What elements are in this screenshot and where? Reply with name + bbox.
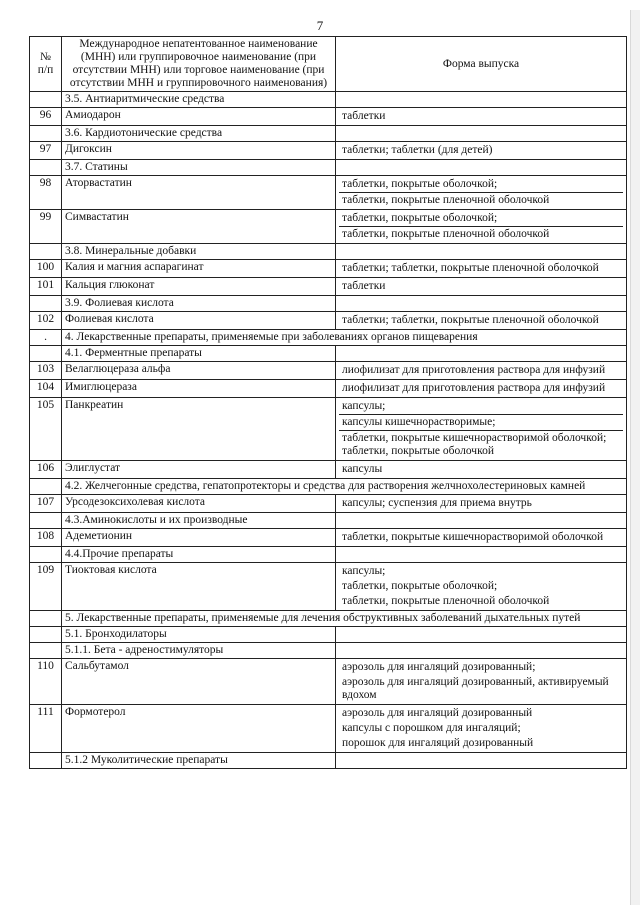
dosage-form-line: порошок для ингаляций дозированный [342,737,534,749]
dosage-form-line: лиофилизат для приготовления раствора для инфузий [342,364,606,376]
section-num [30,296,62,312]
section-num [30,547,62,563]
drug-name: Сальбутамол [62,659,336,705]
table-row [30,142,627,160]
section-num: . [30,330,62,346]
drug-name: Адеметионин [62,529,336,547]
dosage-form-line: таблетки [342,280,386,292]
dosage-forms [336,260,627,278]
drug-name: Элиглустат [62,461,336,479]
table-row [30,176,627,210]
dosage-form-line: таблетки; таблетки (для детей) [342,144,493,156]
dosage-forms [336,210,627,244]
dosage-form-line: таблетки; таблетки, покрытые пленочной оболочкой [342,314,599,326]
row-number: 103 [30,362,62,380]
dosage-form-line: капсулы [342,463,383,475]
section-row [30,643,627,659]
row-number: 99 [30,210,62,244]
section-num [30,611,62,627]
section-row [30,296,627,312]
section-row [30,611,627,627]
section-title: 4.3.Аминокислоты и их производные [62,513,336,529]
section-num [30,346,62,362]
dosage-forms [336,362,627,380]
dosage-forms [336,461,627,479]
row-number: 107 [30,495,62,513]
dosage-form-line: таблетки [342,110,386,122]
drug-name: Имиглюцераза [62,380,336,398]
section-title: 3.5. Антиаритмические средства [62,92,336,108]
dosage-forms [336,142,627,160]
drug-name: Фолиевая кислота [62,312,336,330]
row-number: 109 [30,563,62,611]
dosage-forms [336,705,627,753]
table-row [30,705,627,753]
dosage-form-line: таблетки, покрытые кишечнорастворимой оболочкой; таблетки, покрытые оболочкой [339,430,623,459]
dosage-forms [336,312,627,330]
table-row [30,260,627,278]
section-title: 4.2. Желчегонные средства, гепатопротекторы и средства для растворения желчнохолестериновых камней [62,479,627,495]
section-num [30,126,62,142]
table-row [30,529,627,547]
dosage-forms [336,176,627,210]
table-row [30,312,627,330]
empty-cell [336,513,627,529]
row-number: 96 [30,108,62,126]
drug-name: Формотерол [62,705,336,753]
section-title: 3.6. Кардиотонические средства [62,126,336,142]
drug-name: Панкреатин [62,398,336,461]
drug-name: Амиодарон [62,108,336,126]
row-number: 105 [30,398,62,461]
empty-cell [336,296,627,312]
row-number: 100 [30,260,62,278]
row-number: 106 [30,461,62,479]
section-title: 4. Лекарственные препараты, применяемые при заболеваниях органов пищеварения [62,330,627,346]
section-num [30,160,62,176]
section-num [30,513,62,529]
dosage-form-line: таблетки, покрытые кишечнорастворимой оболочкой [342,531,604,543]
table-row [30,659,627,705]
drug-name: Тиоктовая кислота [62,563,336,611]
section-num [30,753,62,769]
section-row [30,547,627,563]
empty-cell [336,643,627,659]
header-name: Международное непатентованное наименование (МНН) или группировочное наименование (при отсутствии МНН) или торговое наименование (при отсутствии МНН и группировочного наименования) [62,37,336,92]
table-row [30,278,627,296]
row-number: 110 [30,659,62,705]
empty-cell [336,753,627,769]
page-edge-shadow [630,10,640,905]
dosage-forms [336,563,627,611]
dosage-form-line: капсулы кишечнорастворимые; [339,414,623,430]
row-number: 111 [30,705,62,753]
empty-cell [336,627,627,643]
drug-name: Дигоксин [62,142,336,160]
section-row [30,479,627,495]
dosage-forms [336,398,627,461]
table-row [30,210,627,244]
section-num [30,244,62,260]
section-title: 4.4.Прочие препараты [62,547,336,563]
section-row [30,753,627,769]
dosage-forms [336,659,627,705]
row-number: 102 [30,312,62,330]
drug-name: Велаглюцераза альфа [62,362,336,380]
row-number: 108 [30,529,62,547]
section-title: 3.9. Фолиевая кислота [62,296,336,312]
dosage-form-line: таблетки, покрытые оболочкой; [342,580,498,592]
dosage-forms [336,529,627,547]
empty-cell [336,160,627,176]
section-num [30,627,62,643]
dosage-forms [336,495,627,513]
drug-name: Кальция глюконат [62,278,336,296]
medicines-table [29,36,627,769]
section-row [30,627,627,643]
section-row [30,513,627,529]
section-title: 5.1. Бронходилаторы [62,627,336,643]
section-title: 4.1. Ферментные препараты [62,346,336,362]
table-header-row [30,37,627,92]
section-row [30,126,627,142]
section-num [30,643,62,659]
section-num [30,479,62,495]
dosage-form-line: таблетки, покрытые пленочной оболочкой [342,595,550,607]
dosage-form-line: капсулы; суспензия для приема внутрь [342,497,532,509]
header-num: № п/п [30,37,62,92]
drug-name: Аторвастатин [62,176,336,210]
row-number: 98 [30,176,62,210]
empty-cell [336,244,627,260]
dosage-form-line: таблетки, покрытые оболочкой; [342,178,498,190]
dosage-form-line: таблетки, покрытые пленочной оболочкой [339,192,623,208]
table-row [30,563,627,611]
header-form: Форма выпуска [336,37,627,92]
dosage-forms [336,278,627,296]
dosage-form-line: аэрозоль для ингаляций дозированный, активируемый вдохом [342,676,609,701]
section-title: 3.8. Минеральные добавки [62,244,336,260]
dosage-form-line: таблетки, покрытые пленочной оболочкой [339,226,623,242]
dosage-form-line: капсулы; [342,400,386,412]
section-title: 5.1.1. Бета - адреностимуляторы [62,643,336,659]
empty-cell [336,126,627,142]
table-row [30,362,627,380]
dosage-forms [336,108,627,126]
row-number: 104 [30,380,62,398]
section-title: 3.7. Статины [62,160,336,176]
dosage-forms [336,380,627,398]
table-row [30,495,627,513]
row-number: 101 [30,278,62,296]
drug-name: Калия и магния аспарагинат [62,260,336,278]
section-row [30,346,627,362]
dosage-form-line: капсулы; [342,565,386,577]
empty-cell [336,92,627,108]
dosage-form-line: таблетки; таблетки, покрытые пленочной оболочкой [342,262,599,274]
table-row [30,108,627,126]
dosage-form-line: аэрозоль для ингаляций дозированный [342,707,533,719]
dosage-form-line: капсулы с порошком для ингаляций; [342,722,521,734]
table-body [30,92,627,769]
table-row [30,380,627,398]
page-number: 7 [316,18,324,33]
section-num [30,92,62,108]
row-number: 97 [30,142,62,160]
table-row [30,398,627,461]
dosage-form-line: аэрозоль для ингаляций дозированный; [342,661,536,673]
dosage-form-line: таблетки, покрытые оболочкой; [342,212,498,224]
empty-cell [336,547,627,563]
section-row [30,160,627,176]
section-row [30,244,627,260]
empty-cell [336,346,627,362]
section-title: 5.1.2 Муколитические препараты [62,753,336,769]
table-row [30,461,627,479]
section-title: 5. Лекарственные препараты, применяемые для лечения обструктивных заболеваний дыхательных путей [62,611,627,627]
drug-name: Симвастатин [62,210,336,244]
section-row [30,330,627,346]
section-row [30,92,627,108]
drug-name: Урсодезоксихолевая кислота [62,495,336,513]
dosage-form-line: лиофилизат для приготовления раствора для инфузий [342,382,606,394]
